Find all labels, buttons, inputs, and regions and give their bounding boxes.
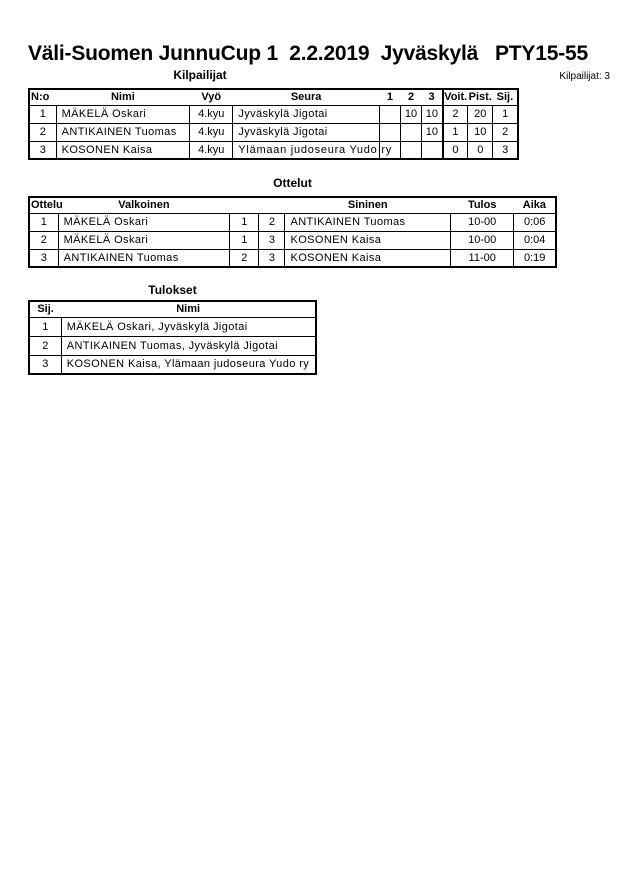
table-header-row [29,197,556,213]
cell-blue-name: KOSONEN Kaisa [285,249,451,267]
col-header-points: Pist. [468,89,493,105]
cell-points: 0 [468,141,493,159]
col-header-blue: Sininen [285,197,451,213]
table-row [29,317,316,336]
table-row [29,141,518,159]
competitors-section-title: Kilpailijat [173,68,227,82]
cell-round3 [422,141,443,159]
cell-time: 0:04 [514,231,556,249]
cell-result: 10-00 [451,213,514,231]
cell-points: 10 [468,123,493,141]
col-header-place: Sij. [29,301,61,317]
cell-round1 [379,123,400,141]
cell-belt: 4.kyu [190,141,233,159]
results-table [28,300,317,375]
cell-blue-name: KOSONEN Kaisa [285,231,451,249]
col-header-match: Ottelu [29,197,58,213]
col-header-round3: 3 [422,89,443,105]
cell-place: 1 [493,105,518,123]
matches-section-title: Ottelut [273,176,312,190]
col-header-name: Nimi [56,89,190,105]
table-header-row [29,301,316,317]
cell-blue-no: 3 [259,249,285,267]
table-row [29,231,556,249]
col-header-club: Seura [233,89,380,105]
cell-wins: 2 [443,105,468,123]
cell-place: 3 [29,355,61,374]
competitors-count-label: Kilpailijat: 3 [559,71,610,82]
col-header-blue-no [259,197,285,213]
col-header-round2: 2 [400,89,421,105]
cell-result: 10-00 [451,231,514,249]
cell-club-text: Ylämaan judoseura Yudo ry [238,143,393,156]
cell-no: 2 [29,123,56,141]
matches-table [28,196,557,268]
cell-name: ANTIKAINEN Tuomas, Jyväskylä Jigotai [61,336,316,355]
col-header-round1: 1 [379,89,400,105]
col-header-result: Tulos [451,197,514,213]
cell-white-no: 1 [230,213,259,231]
cell-no: 3 [29,141,56,159]
results-section-title: Tulokset [148,283,197,297]
table-header-row [29,89,518,105]
cell-match-no: 2 [29,231,58,249]
cell-result: 11-00 [451,249,514,267]
col-header-time: Aika [514,197,556,213]
cell-time: 0:06 [514,213,556,231]
col-header-wins: Voit. [443,89,468,105]
cell-white-name: MÄKELÄ Oskari [58,213,230,231]
cell-name: MÄKELÄ Oskari [56,105,190,123]
cell-white-name: MÄKELÄ Oskari [58,231,230,249]
cell-match-no: 1 [29,213,58,231]
col-header-white-no [230,197,259,213]
col-header-no: N:o [29,89,56,105]
cell-place: 1 [29,317,61,336]
table-row [29,105,518,123]
cell-time: 0:19 [514,249,556,267]
cell-place: 3 [493,141,518,159]
cell-name: KOSONEN Kaisa, Ylämaan judoseura Yudo ry [61,355,316,374]
cell-wins: 0 [443,141,468,159]
cell-name: ANTIKAINEN Tuomas [56,123,190,141]
cell-blue-no: 2 [259,213,285,231]
cell-blue-name: ANTIKAINEN Tuomas [285,213,451,231]
cell-club: Jyväskylä Jigotai [233,123,380,141]
cell-belt: 4.kyu [190,105,233,123]
cell-name: MÄKELÄ Oskari, Jyväskylä Jigotai [61,317,316,336]
cell-white-no: 2 [230,249,259,267]
cell-blue-no: 3 [259,231,285,249]
col-header-white: Valkoinen [58,197,230,213]
cell-round2 [400,123,421,141]
table-row [29,249,556,267]
cell-white-name: ANTIKAINEN Tuomas [58,249,230,267]
col-header-belt: Vyö [190,89,233,105]
cell-round2 [400,141,421,159]
table-row [29,123,518,141]
col-header-place: Sij. [493,89,518,105]
table-row [29,336,316,355]
page-title: Väli-Suomen JunnuCup 1 2.2.2019 Jyväskylä PTY15-55 [28,42,588,65]
cell-round3: 10 [422,123,443,141]
cell-place: 2 [29,336,61,355]
cell-wins: 1 [443,123,468,141]
cell-club [233,141,393,159]
cell-round2: 10 [400,105,421,123]
cell-round1 [379,105,400,123]
competitors-table [28,88,519,160]
cell-points: 20 [468,105,493,123]
cell-belt: 4.kyu [190,123,233,141]
table-row [29,213,556,231]
cell-round3: 10 [422,105,443,123]
col-header-name: Nimi [61,301,316,317]
cell-match-no: 3 [29,249,58,267]
cell-white-no: 1 [230,231,259,249]
table-row [29,355,316,374]
cell-club: Jyväskylä Jigotai [233,105,380,123]
cell-place: 2 [493,123,518,141]
cell-no: 1 [29,105,56,123]
cell-name: KOSONEN Kaisa [56,141,190,159]
